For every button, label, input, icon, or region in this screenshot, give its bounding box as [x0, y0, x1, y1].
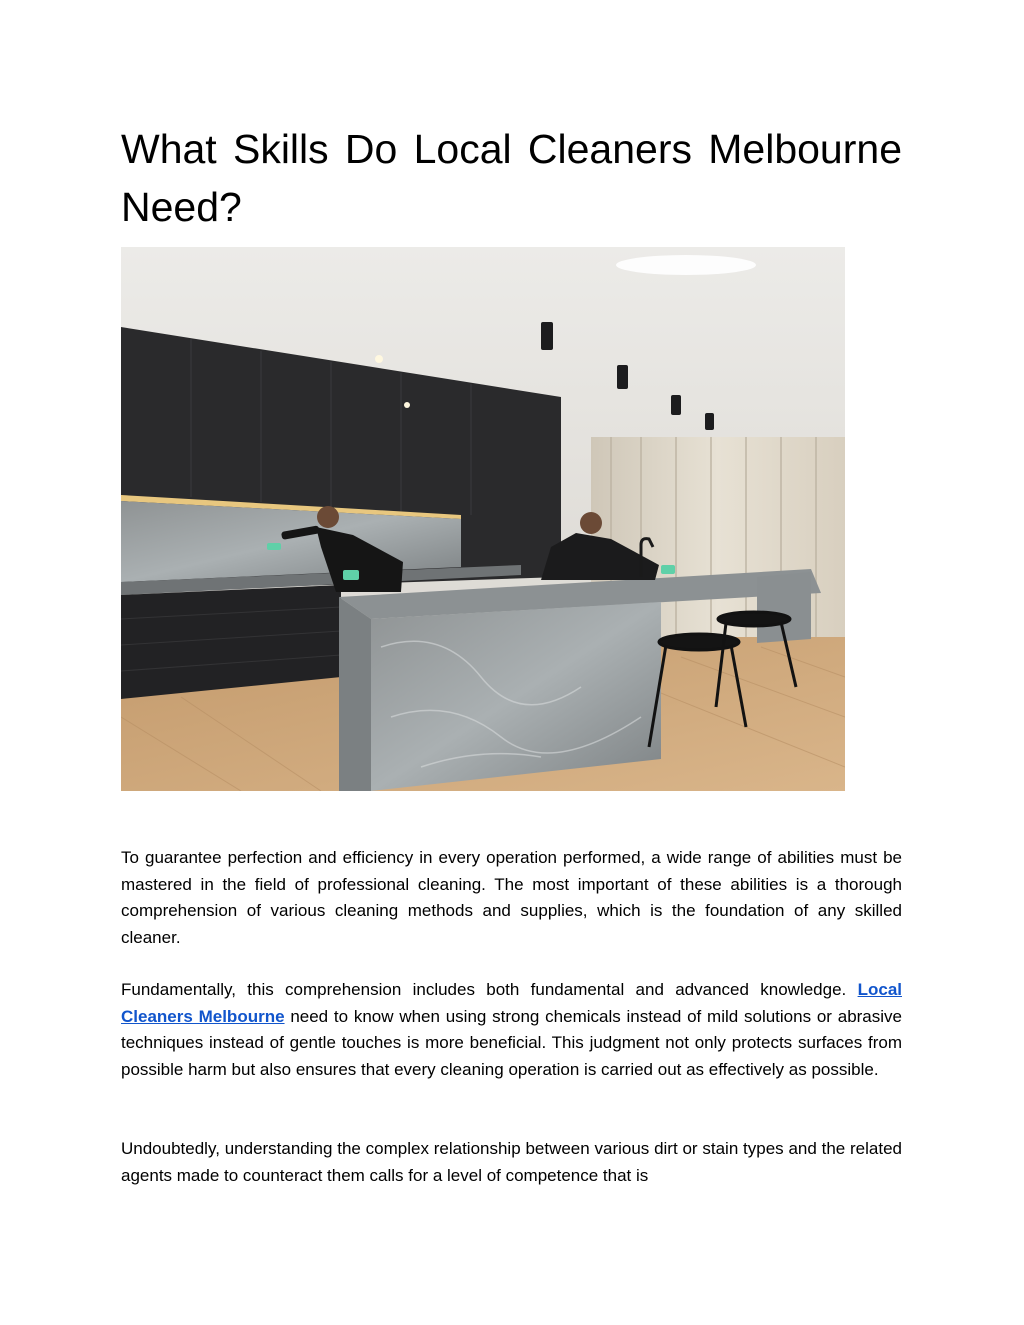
paragraph-knowledge-lead: Fundamentally, this comprehension includes both fundamental and advanced knowledge.: [121, 980, 858, 999]
paragraph-knowledge: [121, 977, 902, 1083]
local-cleaners-melbourne-link[interactable]: Local Cleaners Melbourne: [121, 980, 902, 1026]
kitchen-photo-illustration: [121, 247, 845, 791]
paragraph-competence: Undoubtedly, understanding the complex relationship between various dirt or stain types and the related agents made to counteract them calls for a level of competence that is: [121, 1139, 902, 1185]
kitchen-cleaning-photo: [121, 247, 845, 791]
page-title: What Skills Do Local Cleaners Melbourne Need?: [121, 126, 902, 230]
paragraph-knowledge-rest: need to know when using strong chemicals instead of mild solutions or abrasive techniques instead of gentle touches is more beneficial. This judgment not only protects surfaces from possible harm but also ensures that every cleaning operation is carried out as effectively as possible.: [121, 1006, 902, 1079]
paragraph-intro: To guarantee perfection and efficiency in every operation performed, a wide range of abilities must be mastered in the field of professional cleaning. The most important of these abilities is a thorough comprehension of various cleaning methods and supplies, which is the foundation of any skilled cleaner.: [121, 848, 902, 947]
